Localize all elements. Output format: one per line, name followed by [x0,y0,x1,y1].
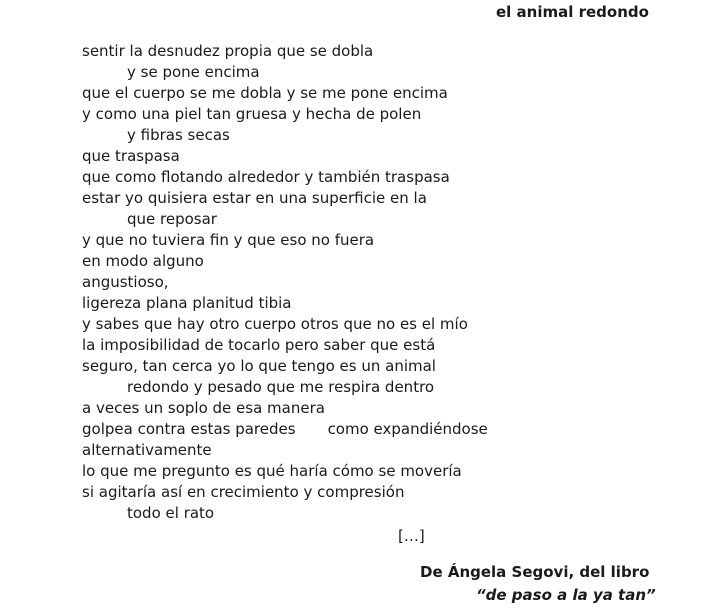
poem-line [82,419,642,440]
poem-line: la imposibilidad de tocarlo pero saber que está [82,336,436,354]
poem-line: seguro, tan cerca yo lo que tengo es un animal [82,357,436,375]
poem-line: si agitaría así en crecimiento y compresión [82,483,405,501]
poem-line: ligereza plana planitud tibia [82,294,292,312]
poem-line: estar yo quisiera estar en una superficie en la [82,189,427,207]
poem-line-part: golpea contra estas paredes [82,420,296,438]
poem-line: redondo y pesado que me respira dentro [127,378,435,396]
poem-line: en modo alguno [82,252,204,270]
book-title: “de paso a la ya tan” [476,586,656,604]
poem-title: el animal redondo [496,3,649,21]
author-credit: De Ángela Segovi, del libro [420,563,650,581]
poem-line: y sabes que hay otro cuerpo otros que no es el mío [82,315,468,333]
poem-line: angustioso, [82,273,169,291]
poem-line: que como flotando alrededor y también traspasa [82,168,450,186]
poem-line: que traspasa [82,147,180,165]
poem-line-part: como expandiéndose [327,420,488,438]
poem-line: que reposar [127,210,217,228]
poem-line: sentir la desnudez propia que se dobla [82,42,374,60]
poem-line: y fibras secas [127,126,230,144]
omission-mark: […] [398,527,425,545]
poem-line: todo el rato [127,504,215,522]
poem-body [82,41,642,524]
poem-line: y que no tuviera fin y que eso no fuera [82,231,375,249]
poem-line: y como una piel tan gruesa y hecha de polen [82,105,422,123]
poem-line: que el cuerpo se me dobla y se me pone encima [82,84,448,102]
poem-line: y se pone encima [127,63,260,81]
poem-line: a veces un soplo de esa manera [82,399,325,417]
poem-line: lo que me pregunto es qué haría cómo se movería [82,462,462,480]
poem-line: alternativamente [82,441,212,459]
